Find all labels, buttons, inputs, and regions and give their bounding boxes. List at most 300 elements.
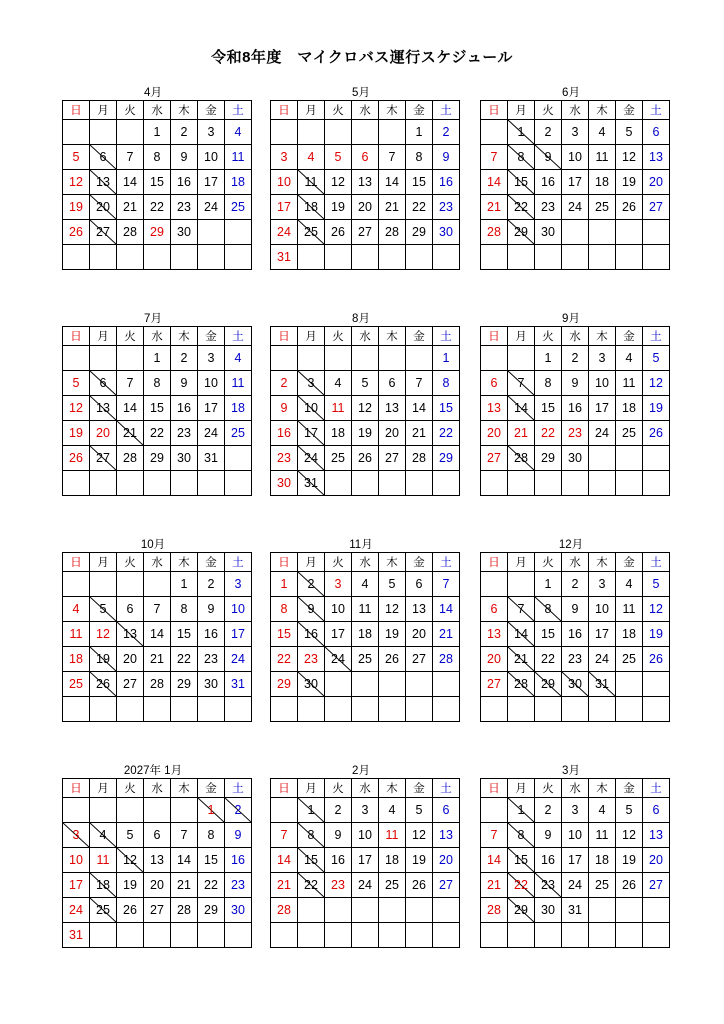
empty-cell — [90, 471, 117, 496]
empty-cell — [298, 923, 325, 948]
day-number: 17 — [568, 853, 582, 867]
day-cell — [481, 170, 508, 195]
day-cell — [406, 195, 433, 220]
day-cell — [325, 220, 352, 245]
day-number: 23 — [331, 878, 345, 892]
empty-cell — [117, 120, 144, 145]
day-number: 12 — [69, 175, 83, 189]
day-number: 3 — [207, 125, 215, 139]
day-number: 19 — [69, 426, 83, 440]
day-number: 26 — [69, 451, 83, 465]
day-number: 14 — [150, 627, 164, 641]
weekday-header: 月 — [90, 101, 117, 120]
day-number: 28 — [514, 677, 528, 691]
day-number: 8 — [517, 828, 525, 842]
week-row — [63, 572, 252, 597]
day-number: 30 — [541, 225, 555, 239]
week-row — [271, 923, 460, 948]
day-cell — [508, 672, 535, 697]
empty-cell — [225, 923, 252, 948]
day-cell — [433, 120, 460, 145]
day-number: 4 — [234, 125, 242, 139]
day-cell — [198, 672, 225, 697]
day-number: 6 — [99, 150, 107, 164]
day-number: 14 — [487, 175, 501, 189]
day-cell — [225, 672, 252, 697]
day-number: 30 — [439, 225, 453, 239]
empty-cell — [508, 471, 535, 496]
day-number: 1 — [544, 577, 552, 591]
day-number: 24 — [568, 878, 582, 892]
day-number: 5 — [334, 150, 342, 164]
day-cell — [352, 371, 379, 396]
day-cell — [171, 672, 198, 697]
weekday-header: 月 — [298, 779, 325, 798]
day-cell — [198, 572, 225, 597]
day-cell — [271, 672, 298, 697]
day-cell — [535, 898, 562, 923]
day-cell — [117, 672, 144, 697]
empty-cell — [271, 697, 298, 722]
weekday-header: 火 — [535, 101, 562, 120]
month-label: 12月 — [558, 539, 584, 551]
day-cell — [643, 145, 670, 170]
empty-cell — [117, 245, 144, 270]
empty-cell — [298, 898, 325, 923]
day-cell — [562, 572, 589, 597]
day-number: 16 — [204, 627, 218, 641]
empty-cell — [643, 697, 670, 722]
day-number: 12 — [412, 828, 426, 842]
empty-cell — [379, 923, 406, 948]
day-number: 6 — [442, 803, 450, 817]
day-cell — [225, 120, 252, 145]
day-cell — [508, 446, 535, 471]
weekday-header: 月 — [508, 553, 535, 572]
day-number: 6 — [652, 125, 660, 139]
week-row — [481, 245, 670, 270]
day-cell — [562, 371, 589, 396]
day-cell — [379, 170, 406, 195]
day-number: 23 — [231, 878, 245, 892]
empty-cell — [90, 572, 117, 597]
day-cell — [144, 346, 171, 371]
day-number: 19 — [622, 175, 636, 189]
day-cell — [589, 647, 616, 672]
week-row — [481, 873, 670, 898]
day-cell — [271, 421, 298, 446]
day-number: 19 — [123, 878, 137, 892]
day-number: 9 — [544, 150, 552, 164]
weekday-header: 土 — [643, 553, 670, 572]
empty-cell — [298, 346, 325, 371]
day-cell — [508, 647, 535, 672]
day-cell — [171, 446, 198, 471]
day-cell — [643, 647, 670, 672]
empty-cell — [117, 346, 144, 371]
day-cell — [352, 195, 379, 220]
day-cell — [562, 798, 589, 823]
day-number: 9 — [544, 828, 552, 842]
week-row — [63, 371, 252, 396]
day-cell — [616, 170, 643, 195]
day-cell — [198, 647, 225, 672]
day-cell — [616, 195, 643, 220]
day-cell — [352, 421, 379, 446]
week-row — [63, 220, 252, 245]
day-cell — [325, 873, 352, 898]
month-calendar — [62, 764, 244, 948]
weekday-header: 水 — [352, 553, 379, 572]
day-number: 26 — [96, 677, 110, 691]
empty-cell — [406, 697, 433, 722]
day-cell — [271, 647, 298, 672]
month-table — [270, 326, 460, 496]
empty-cell — [562, 923, 589, 948]
day-cell — [481, 898, 508, 923]
day-cell — [171, 120, 198, 145]
month-calendar — [480, 764, 662, 948]
day-number: 3 — [280, 150, 288, 164]
empty-cell — [198, 220, 225, 245]
empty-cell — [589, 923, 616, 948]
empty-cell — [535, 245, 562, 270]
day-number: 20 — [487, 426, 501, 440]
day-cell — [63, 145, 90, 170]
day-number: 6 — [652, 803, 660, 817]
day-cell — [325, 195, 352, 220]
day-cell — [589, 572, 616, 597]
day-cell — [225, 572, 252, 597]
weekday-header: 土 — [225, 779, 252, 798]
empty-cell — [616, 898, 643, 923]
week-row — [63, 346, 252, 371]
day-number: 4 — [598, 803, 606, 817]
week-row — [481, 170, 670, 195]
day-cell — [379, 572, 406, 597]
month-label: 6月 — [562, 87, 580, 99]
week-row — [271, 647, 460, 672]
day-number: 15 — [514, 853, 528, 867]
empty-cell — [325, 120, 352, 145]
day-number: 30 — [568, 451, 582, 465]
month-calendar — [480, 538, 662, 722]
week-row — [271, 446, 460, 471]
day-cell — [481, 848, 508, 873]
empty-cell — [325, 245, 352, 270]
empty-cell — [352, 120, 379, 145]
week-row — [481, 145, 670, 170]
day-cell — [589, 421, 616, 446]
day-number: 30 — [304, 677, 318, 691]
day-number: 15 — [277, 627, 291, 641]
day-cell — [379, 421, 406, 446]
day-number: 1 — [544, 351, 552, 365]
empty-cell — [481, 798, 508, 823]
day-cell — [144, 396, 171, 421]
empty-cell — [63, 245, 90, 270]
day-number: 10 — [358, 828, 372, 842]
empty-cell — [589, 220, 616, 245]
week-row — [63, 145, 252, 170]
day-cell — [171, 622, 198, 647]
day-number: 26 — [649, 652, 663, 666]
day-number: 27 — [123, 677, 137, 691]
weekday-header: 日 — [481, 779, 508, 798]
week-row — [63, 873, 252, 898]
day-number: 8 — [153, 150, 161, 164]
day-number: 21 — [123, 426, 137, 440]
empty-cell — [198, 245, 225, 270]
week-row — [481, 220, 670, 245]
day-cell — [144, 622, 171, 647]
day-cell — [406, 220, 433, 245]
day-number: 31 — [231, 677, 245, 691]
day-number: 29 — [541, 451, 555, 465]
empty-cell — [379, 120, 406, 145]
day-cell — [352, 848, 379, 873]
day-cell — [508, 798, 535, 823]
day-cell — [198, 145, 225, 170]
day-cell — [90, 195, 117, 220]
day-cell — [352, 396, 379, 421]
week-row — [271, 220, 460, 245]
day-number: 21 — [177, 878, 191, 892]
day-number: 10 — [568, 150, 582, 164]
day-number: 3 — [571, 125, 579, 139]
day-cell — [117, 873, 144, 898]
empty-cell — [171, 471, 198, 496]
day-cell — [117, 446, 144, 471]
day-number: 20 — [150, 878, 164, 892]
day-cell — [298, 622, 325, 647]
empty-cell — [352, 245, 379, 270]
day-number: 25 — [385, 878, 399, 892]
day-cell — [433, 371, 460, 396]
day-cell — [433, 195, 460, 220]
weekday-header: 水 — [144, 101, 171, 120]
weekday-header: 水 — [562, 327, 589, 346]
day-number: 17 — [568, 175, 582, 189]
week-row — [481, 898, 670, 923]
day-number: 12 — [123, 853, 137, 867]
day-number: 26 — [331, 225, 345, 239]
day-number: 14 — [412, 401, 426, 415]
day-cell — [90, 421, 117, 446]
day-cell — [298, 647, 325, 672]
empty-cell — [508, 346, 535, 371]
empty-cell — [379, 672, 406, 697]
day-cell — [298, 798, 325, 823]
day-cell — [535, 170, 562, 195]
day-cell — [406, 145, 433, 170]
day-cell — [616, 798, 643, 823]
day-cell — [508, 823, 535, 848]
day-cell — [298, 220, 325, 245]
weekday-header: 金 — [198, 101, 225, 120]
day-cell — [433, 446, 460, 471]
weekday-header: 木 — [589, 327, 616, 346]
day-number: 12 — [331, 175, 345, 189]
day-number: 31 — [204, 451, 218, 465]
day-cell — [508, 220, 535, 245]
week-row — [481, 346, 670, 371]
day-cell — [325, 396, 352, 421]
empty-cell — [616, 923, 643, 948]
day-cell — [535, 622, 562, 647]
day-number: 15 — [177, 627, 191, 641]
day-cell — [616, 572, 643, 597]
day-cell — [352, 622, 379, 647]
week-row — [63, 245, 252, 270]
day-cell — [144, 220, 171, 245]
day-number: 22 — [439, 426, 453, 440]
day-number: 16 — [331, 853, 345, 867]
empty-cell — [508, 923, 535, 948]
empty-cell — [90, 346, 117, 371]
day-number: 20 — [649, 175, 663, 189]
day-cell — [117, 647, 144, 672]
day-cell — [481, 371, 508, 396]
day-number: 15 — [439, 401, 453, 415]
day-number: 11 — [304, 175, 318, 189]
day-cell — [298, 170, 325, 195]
day-number: 17 — [277, 200, 291, 214]
day-number: 23 — [177, 200, 191, 214]
day-number: 21 — [385, 200, 399, 214]
empty-cell — [562, 697, 589, 722]
day-cell — [298, 371, 325, 396]
day-cell — [63, 622, 90, 647]
empty-cell — [63, 471, 90, 496]
day-number: 8 — [153, 376, 161, 390]
day-cell — [144, 170, 171, 195]
weekday-header: 金 — [406, 101, 433, 120]
day-cell — [298, 823, 325, 848]
day-number: 18 — [622, 627, 636, 641]
day-cell — [481, 672, 508, 697]
day-number: 10 — [204, 376, 218, 390]
day-cell — [144, 371, 171, 396]
day-number: 30 — [177, 225, 191, 239]
day-cell — [589, 823, 616, 848]
day-cell — [535, 396, 562, 421]
day-number: 27 — [96, 451, 110, 465]
day-number: 22 — [150, 200, 164, 214]
day-cell — [225, 622, 252, 647]
day-number: 31 — [595, 677, 609, 691]
empty-cell — [406, 471, 433, 496]
day-number: 6 — [361, 150, 369, 164]
day-number: 14 — [487, 853, 501, 867]
day-number: 23 — [177, 426, 191, 440]
day-cell — [433, 572, 460, 597]
day-cell — [616, 421, 643, 446]
day-cell — [535, 647, 562, 672]
empty-cell — [225, 697, 252, 722]
empty-cell — [271, 346, 298, 371]
empty-cell — [481, 120, 508, 145]
day-cell — [271, 170, 298, 195]
day-number: 1 — [153, 125, 161, 139]
day-number: 10 — [231, 602, 245, 616]
month-table — [480, 778, 670, 948]
day-cell — [562, 597, 589, 622]
day-cell — [616, 823, 643, 848]
day-cell — [171, 898, 198, 923]
day-cell — [352, 798, 379, 823]
empty-cell — [117, 923, 144, 948]
empty-cell — [90, 798, 117, 823]
weekday-header: 土 — [433, 553, 460, 572]
day-cell — [589, 672, 616, 697]
day-cell — [325, 647, 352, 672]
day-number: 8 — [544, 602, 552, 616]
day-cell — [535, 873, 562, 898]
day-cell — [298, 873, 325, 898]
day-cell — [63, 923, 90, 948]
empty-cell — [198, 923, 225, 948]
day-cell — [144, 848, 171, 873]
day-cell — [352, 446, 379, 471]
day-cell — [508, 597, 535, 622]
empty-cell — [63, 120, 90, 145]
day-cell — [643, 371, 670, 396]
day-number: 29 — [514, 903, 528, 917]
week-row — [481, 647, 670, 672]
day-cell — [198, 622, 225, 647]
day-cell — [63, 195, 90, 220]
weekday-header: 水 — [352, 779, 379, 798]
weekday-header: 火 — [535, 553, 562, 572]
day-cell — [271, 848, 298, 873]
day-number: 3 — [72, 828, 80, 842]
day-cell — [481, 823, 508, 848]
empty-cell — [352, 471, 379, 496]
day-cell — [325, 421, 352, 446]
empty-cell — [433, 471, 460, 496]
day-number: 19 — [649, 627, 663, 641]
week-row — [271, 697, 460, 722]
weekday-header: 金 — [406, 327, 433, 346]
empty-cell — [406, 923, 433, 948]
day-cell — [225, 371, 252, 396]
empty-cell — [325, 471, 352, 496]
weekday-header: 金 — [406, 779, 433, 798]
day-number: 25 — [231, 426, 245, 440]
weekday-header: 木 — [589, 779, 616, 798]
weekday-header: 木 — [171, 779, 198, 798]
day-cell — [562, 145, 589, 170]
day-cell — [225, 396, 252, 421]
day-cell — [406, 120, 433, 145]
day-cell — [535, 371, 562, 396]
empty-cell — [406, 245, 433, 270]
day-cell — [325, 572, 352, 597]
day-number: 20 — [487, 652, 501, 666]
day-number: 2 — [207, 577, 215, 591]
day-number: 13 — [412, 602, 426, 616]
day-number: 8 — [415, 150, 423, 164]
day-cell — [562, 120, 589, 145]
empty-cell — [352, 346, 379, 371]
day-number: 28 — [177, 903, 191, 917]
weekday-header: 月 — [508, 779, 535, 798]
day-cell — [379, 597, 406, 622]
week-row — [271, 346, 460, 371]
week-row — [63, 471, 252, 496]
day-cell — [481, 220, 508, 245]
